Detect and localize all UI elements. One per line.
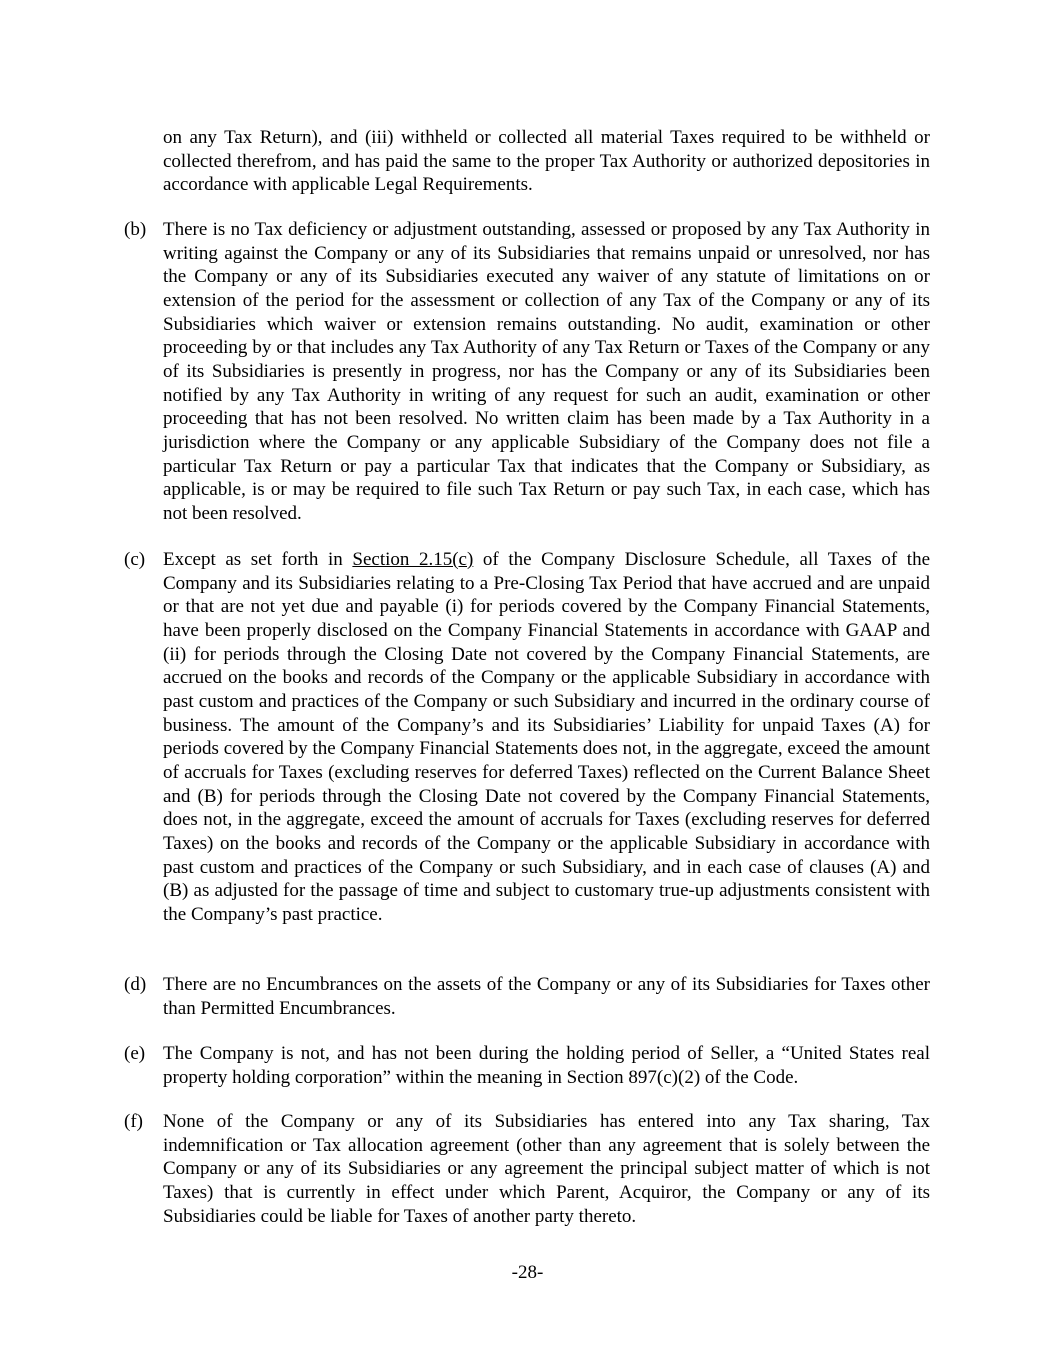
clause-text-after: of the Company Disclosure Schedule, all Taxes of the Company and its Subsidiaries relating to a Pre-Closing Tax Period that have accrued and are unpaid or that are not yet due and payable (i) for periods covered by the Company Financial Statements, have been properly disclosed on the Company Financial Statements in accordance with GAAP and (ii) for periods through the Closing Date not covered by the Company Financial Statements, are accrued on the books and records of the Company or the applicable Subsidiary in accordance with past custom and practices of the Company or such Subsidiary and incurred in the ordinary course of business. The amount of the Company’s and its Subsidiaries’ Liability for unpaid Taxes (A) for periods covered by the Company Financial Statements does not, in the aggregate, exceed the amount of accruals for Taxes (excluding reserves for deferred Taxes) reflected on the Current Balance Sheet and (B) for periods through the Closing Date not covered by the Company Financial Statements, does not, in the aggregate, exceed the amount of accruals for Taxes (excluding reserves for deferred Taxes) on the books and records of the Company or the applicable Subsidiary in accordance with past custom and practices of the Company or such Subsidiary, and in each case of clauses (A) and (B) as adjusted for the passage of time and subject to customary true-up adjustments consistent with the Company’s past practice. (163, 549, 931, 925)
clause-label: (e) (124, 1043, 146, 1064)
clause-text: None of the Company or any of its Subsidiaries has entered into any Tax sharing, Tax indemnification or Tax allocation agreement (other than any agreement that is solely between the Company or any of its Subsidiaries or any agreement the principal subject matter of which is not Taxes) that is currently in effect under which Parent, Acquiror, the Company or any of its Subsidiaries could be liable for Taxes of another party thereto. (163, 1111, 930, 1227)
clause-text-before: Except as set forth in (163, 549, 353, 570)
clause-label: (c) (124, 549, 146, 570)
clause-label: (d) (124, 974, 147, 995)
section-reference-link[interactable]: Section 2.15(c) (352, 549, 474, 570)
clause-text: There is no Tax deficiency or adjustment outstanding, assessed or proposed by any Tax Authority in writing against the Company or any of its Subsidiaries that remains unpaid or unresolved, nor has the Company or any of its Subsidiaries executed any waiver of any statute of limitations on or extension of the period for the assessment or collection of any Tax of the Company or any of its Subsidiaries which waiver or extension remains outstanding. No audit, examination or other proceeding by or that includes any Tax Authority of any Tax Return or Taxes of the Company or any of its Subsidiaries is presently in progress, nor has the Company or any of its Subsidiaries been notified by any Tax Authority in writing of any request for such an audit, examination or other proceeding that has not been resolved. No written claim has been made by a Tax Authority in a jurisdiction where the Company or any applicable Subsidiary of the Company does not file a particular Tax Return or pay a particular Tax that indicates that the Company or Subsidiary, as applicable, is or may be required to file such Tax Return or pay such Tax, in each case, which has not been resolved. (163, 219, 930, 524)
clause-text (163, 548, 930, 927)
clause-label: (f) (124, 1111, 143, 1132)
clause-text: There are no Encumbrances on the assets of the Company or any of its Subsidiaries for Taxes other than Permitted Encumbrances. (163, 974, 930, 1019)
page-number: -28- (511, 1262, 544, 1283)
clause-text: The Company is not, and has not been during the holding period of Seller, a “United States real property holding corporation” within the meaning in Section 897(c)(2) of the Code. (163, 1043, 930, 1088)
clause-label: (b) (124, 219, 147, 240)
continuation-paragraph: on any Tax Return), and (iii) withheld or collected all material Taxes required to be withheld or collected therefrom, and has paid the same to the proper Tax Authority or authorized depositories in accordance with applicable Legal Requirements. (163, 127, 930, 196)
